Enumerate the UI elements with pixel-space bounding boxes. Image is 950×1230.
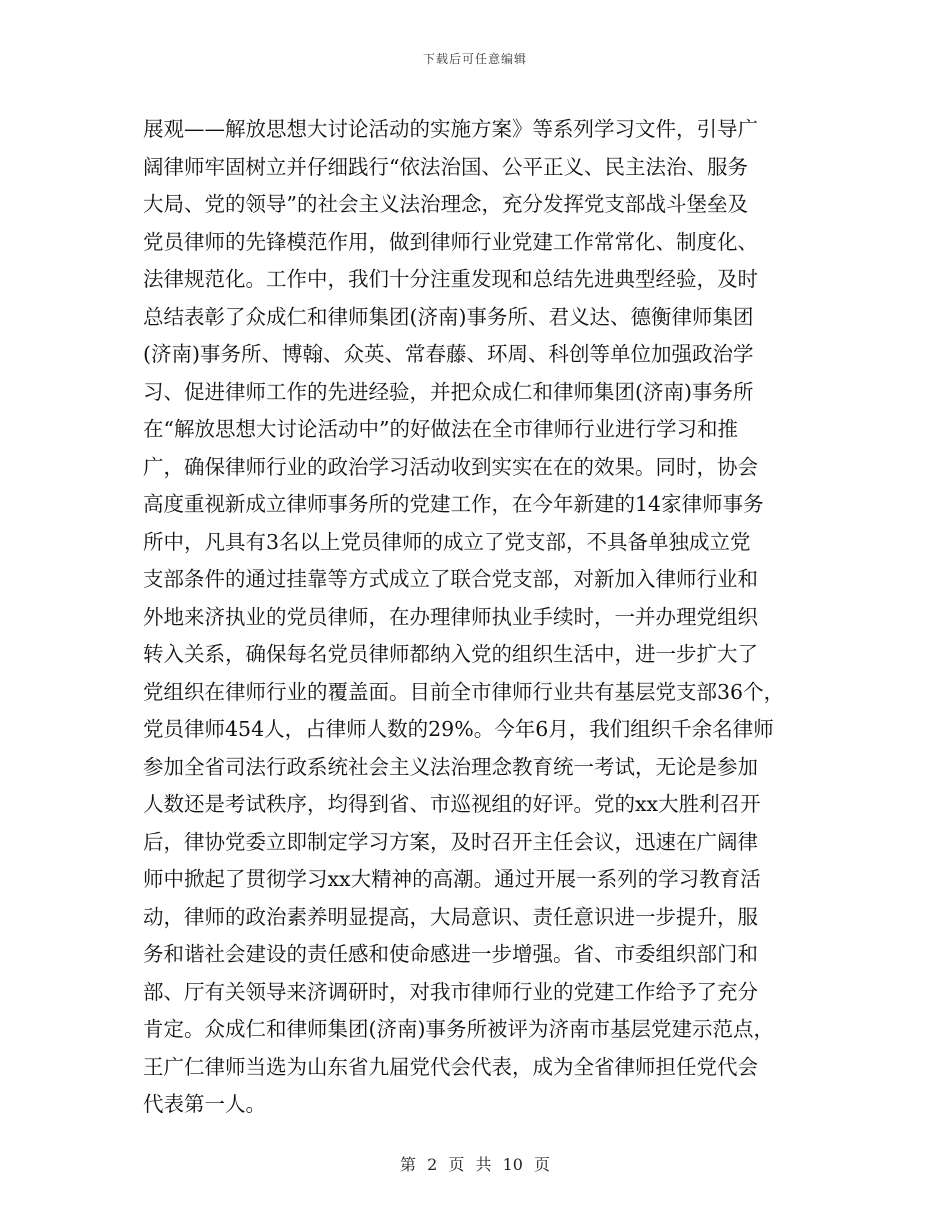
body-line: 展观——解放思想大讨论活动的实施方案》等系列学习文件，引导广 <box>143 117 758 141</box>
body-line: 部、厅有关领导来济调研时，对我市律师行业的党建工作给予了充分 <box>143 979 758 1004</box>
footer-suffix: 页 <box>534 1155 551 1174</box>
page-footer <box>0 1152 950 1175</box>
body-text <box>143 111 815 1124</box>
footer-total-word: 共 <box>475 1155 492 1174</box>
body-line: 党员律师454人，占律师人数的29%。今年6月，我们组织千余名律师 <box>143 717 774 741</box>
body-line: 总结表彰了众成仁和律师集团(济南)事务所、君义达、德衡律师集团 <box>143 304 754 329</box>
body-line: 后，律协党委立即制定学习方案，及时召开主任会议，迅速在广阔律 <box>143 829 758 854</box>
body-line: 师中掀起了贯彻学习xx大精神的高潮。通过开展一系列的学习教育活 <box>143 867 761 891</box>
body-line: 转入关系，确保每名党员律师都纳入党的组织生活中，进一步扩大了 <box>143 642 758 666</box>
body-line: 动，律师的政治素养明显提高，大局意识、责任意识进一步提升，服 <box>143 904 758 929</box>
body-line: 习、促进律师工作的先进经验，并把众成仁和律师集团(济南)事务所 <box>143 379 754 404</box>
body-line: 代表第一人。 <box>143 1092 266 1116</box>
body-line: 所中，凡具有3名以上党员律师的成立了党支部，不具备单独成立党 <box>143 529 751 554</box>
footer-current-page: 2 <box>427 1155 438 1174</box>
body-line: 王广仁律师当选为山东省九届党代会代表，成为全省律师担任党代会 <box>143 1054 758 1079</box>
body-line: 法律规范化。工作中，我们十分注重发现和总结先进典型经验，及时 <box>143 267 758 291</box>
body-line: 党员律师的先锋模范作用，做到律师行业党建工作常常化、制度化、 <box>143 229 758 254</box>
body-line: 广，确保律师行业的政治学习活动收到实实在在的效果。同时，协会 <box>143 454 758 479</box>
footer-total-pages: 10 <box>502 1155 523 1174</box>
body-line: 大局、党的领导”的社会主义法治理念，充分发挥党支部战斗堡垒及 <box>143 192 748 216</box>
body-line: 参加全省司法行政系统社会主义法治理念教育统一考试，无论是参加 <box>143 754 758 779</box>
body-line: 务和谐社会建设的责任感和使命感进一步增强。省、市委组织部门和 <box>143 942 758 966</box>
footer-prefix: 第 <box>399 1155 416 1174</box>
body-line: 高度重视新成立律师事务所的党建工作，在今年新建的14家律师事务 <box>143 492 764 516</box>
body-line: 支部条件的通过挂靠等方式成立了联合党支部，对新加入律师行业和 <box>143 567 758 591</box>
body-line: 党组织在律师行业的覆盖面。目前全市律师行业共有基层党支部36个， <box>143 679 785 704</box>
body-line: 在“解放思想大讨论活动中”的好做法在全市律师行业进行学习和推 <box>143 417 738 441</box>
body-line: 肯定。众成仁和律师集团(济南)事务所被评为济南市基层党建示范点， <box>143 1017 774 1041</box>
body-line: (济南)事务所、博翰、众英、常春藤、环周、科创等单位加强政治学 <box>143 342 754 366</box>
body-line: 阔律师牢固树立并仔细践行“依法治国、公平正义、民主法治、服务 <box>143 154 748 179</box>
body-line: 外地来济执业的党员律师，在办理律师执业手续时，一并办理党组织 <box>143 604 758 629</box>
page-header: 下载后可任意编辑 <box>422 52 527 66</box>
footer-page-unit: 页 <box>448 1155 465 1174</box>
body-line: 人数还是考试秩序，均得到省、市巡视组的好评。党的xx大胜利召开 <box>143 792 761 816</box>
